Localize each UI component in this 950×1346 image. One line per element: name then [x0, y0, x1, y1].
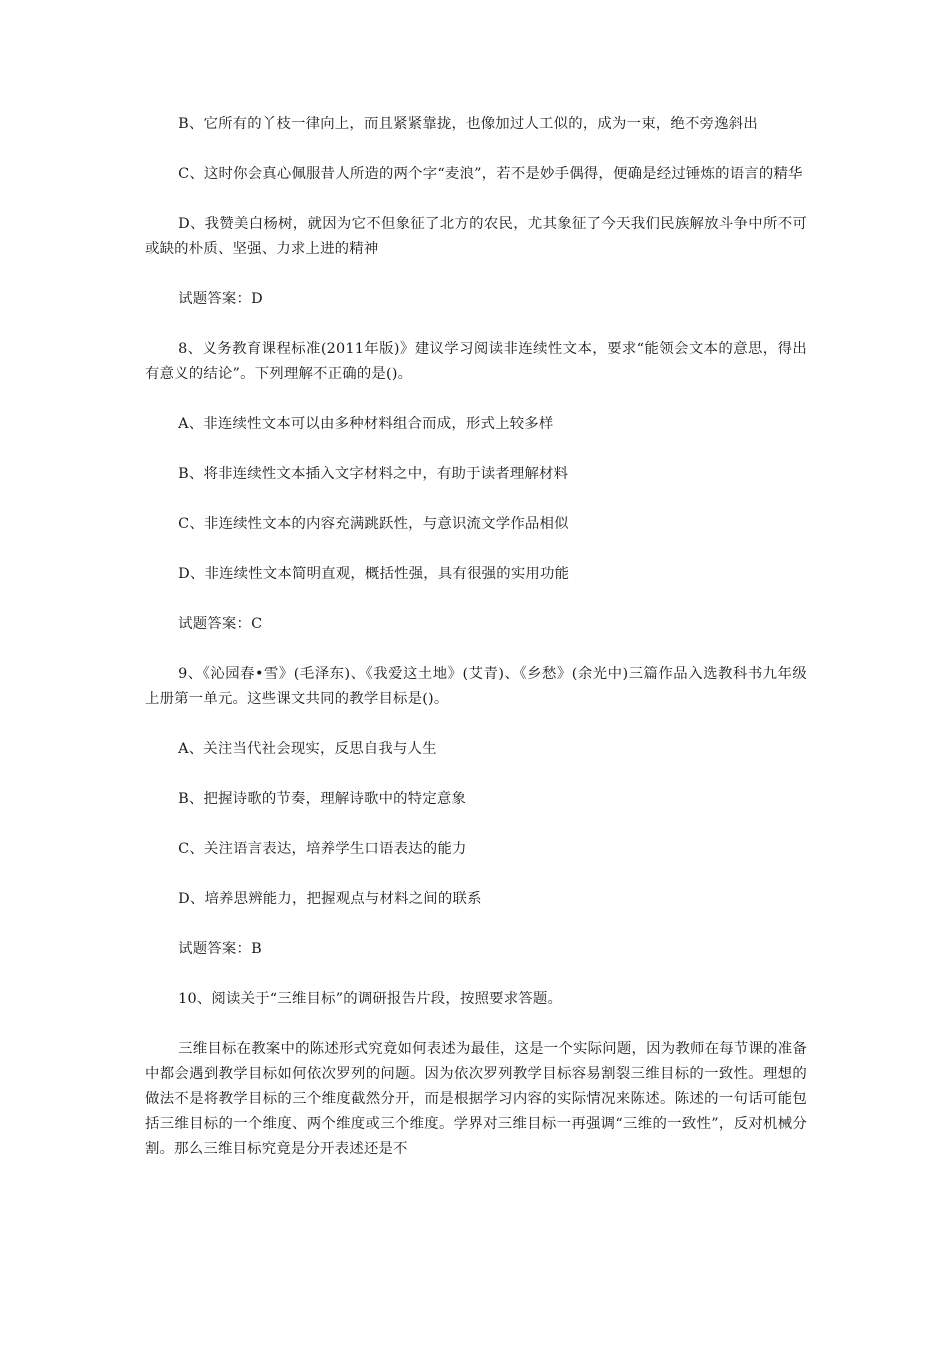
document-page [145, 112, 807, 1187]
q10-passage: 三维目标在教案中的陈述形式究竟如何表述为最佳，这是一个实际问题，因为教师在每节课的准备中都会遇到教学目标如何依次罗列的问题。因为依次罗列教学目标容易割裂三维目标的一致性。理想的做法不是将教学目标的三个维度截然分开，而是根据学习内容的实际情况来陈述。陈述的一句话可能包括三维目标的一个维度、两个维度或三个维度。学界对三维目标一再强调“三维的一致性”，反对机械分割。那么三维目标究竟是分开表述还是不 [145, 1041, 807, 1157]
q8-answer: 试题答案：C [178, 616, 263, 632]
q8-option-d: D、非连续性文本简明直观，概括性强，具有很强的实用功能 [178, 566, 570, 582]
q7-answer: 试题答案：D [178, 291, 263, 307]
q9-option-b: B、把握诗歌的节奏，理解诗歌中的特定意象 [178, 791, 467, 807]
q9-stem: 9、《沁园春•雪》(毛泽东)、《我爱这土地》(艾青)、《乡愁》(余光中)三篇作品入选教科书九年级上册第一单元。这些课文共同的教学目标是()。 [145, 666, 807, 707]
q9-option-a: A、关注当代社会现实，反思自我与人生 [178, 741, 437, 757]
q9-answer: 试题答案：B [178, 941, 262, 957]
q8-option-b: B、将非连续性文本插入文字材料之中，有助于读者理解材料 [178, 466, 569, 482]
q9-option-c: C、关注语言表达，培养学生口语表达的能力 [178, 841, 467, 857]
q7-option-c: C、这时你会真心佩服昔人所造的两个字“麦浪”，若不是妙手偶得，便确是经过锤炼的语言的精华 [178, 166, 803, 182]
q8-stem: 8、义务教育课程标准(2011年版)》建议学习阅读非连续性文本，要求“能领会文本的意思，得出有意义的结论”。下列理解不正确的是()。 [145, 341, 807, 382]
q8-option-a: A、非连续性文本可以由多种材料组合而成，形式上较多样 [178, 416, 554, 432]
q10-stem: 10、阅读关于“三维目标”的调研报告片段，按照要求答题。 [178, 991, 563, 1007]
q8-option-c: C、非连续性文本的内容充满跳跃性，与意识流文学作品相似 [178, 516, 569, 532]
q7-option-d: D、我赞美白杨树，就因为它不但象征了北方的农民，尤其象征了今天我们民族解放斗争中所不可或缺的朴质、坚强、力求上进的精神 [145, 216, 807, 257]
q7-option-b: B、它所有的丫枝一律向上，而且紧紧靠拢，也像加过人工似的，成为一束，绝不旁逸斜出 [178, 116, 758, 132]
q9-option-d: D、培养思辨能力，把握观点与材料之间的联系 [178, 891, 482, 907]
